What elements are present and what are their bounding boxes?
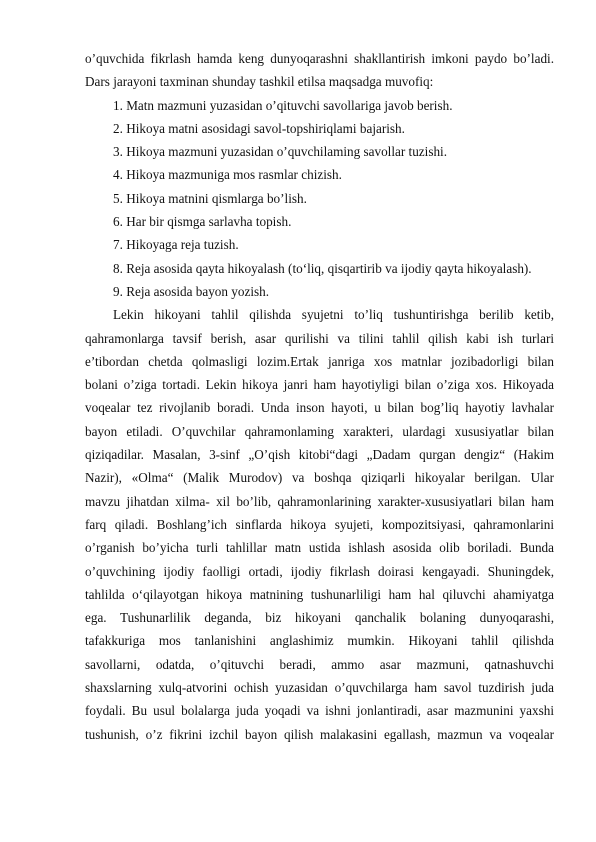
list-item: 7. Hikoyaga reja tuzish. <box>113 237 239 253</box>
paragraph-line: qahramonlarga tavsif berish, asar qurilishi va tilini tahlil qilish kabi ish turlari <box>85 330 554 346</box>
paragraph-line: bayon etiladi. O’quvchilar qahramonlaming xarakteri, ulardagi xususiyatlar bilan <box>85 423 554 439</box>
paragraph-line: ega. Tushunarlilik deganda, biz hikoyani qanchalik bolaning dunyoqarashi, <box>85 610 554 626</box>
paragraph-line: tafakkuriga mos tanlanishini anglashimiz mumkin. Hikoyani tahlil qilishda <box>85 633 554 649</box>
text-line: o’quvchida fikrlash hamda keng dunyoqarashni shakllantirish imkoni paydo bo’ladi. <box>85 51 554 66</box>
paragraph-line: tahlilda o‘qilayotgan hikoya matnining tushunarliligi ham hal qiluvchi ahamiyatga <box>85 586 554 602</box>
list-item: 9. Reja asosida bayon yozish. <box>113 283 270 299</box>
paragraph-line: savollarni, odatda, o’qituvchi beradi, ammo asar mazmuni, qatnashuvchi <box>85 656 554 672</box>
list-item: 5. Hikoya matnini qismlarga bo’lish. <box>113 190 307 206</box>
paragraph-line: e’tibordan chetda qolmasligi lozim.Ertak janriga xos matnlar jozibadorligi bilan <box>85 353 554 369</box>
paragraph-line: mavzu jihatdan xilma- xil bo’lib, qahramonlarining xarakter-xususiyatlari bilan ham <box>85 493 554 509</box>
paragraph-line: o’rganish bo’yicha turli tahlillar matn ustida ishlash asosida olib boriladi. Bunda <box>85 540 554 556</box>
document-body <box>85 47 554 746</box>
paragraph-line: Nazir), «Olma“ (Malik Murodov) va boshqa qiziqarli hikoyalar berilgan. Ular <box>85 470 554 486</box>
paragraph-line: qiziqadilar. Masalan, 3-sinf „O’qish kitobi“dagi „Dadam qurgan dengiz“ (Hakim <box>85 447 554 463</box>
text-line: Dars jarayoni taxminan shunday tashkil etilsa maqsadga muvofiq: <box>85 74 434 90</box>
list-item: 2. Hikoya matni asosidagi savol-topshiriqlami bajarish. <box>113 120 405 136</box>
paragraph-line: o’quvchining ijodiy faolligi ortadi, ijodiy fikrlash doirasi kengayadi. Shuningdek, <box>85 563 554 579</box>
paragraph-line: Lekin hikoyani tahlil qilishda syujetni to’liq tushuntirishga berilib ketib, <box>113 307 554 323</box>
list-item: 1. Matn mazmuni yuzasidan o’qituvchi savollariga javob berish. <box>113 97 453 113</box>
paragraph-line: shaxslarning xulq-atvorini ochish yuzasidan o’quvchilarga ham savol tuzdirish juda <box>85 680 554 696</box>
paragraph-line: tushunish, o’z fikrini izchil bayon qilish malakasini egallash, mazmun va voqealar <box>85 726 554 742</box>
list-item: 8. Reja asosida qayta hikoyalash (to‘liq, qisqartirib va ijodiy qayta hikoyalash). <box>113 260 532 276</box>
list-item: 6. Har bir qismga sarlavha topish. <box>113 214 292 230</box>
paragraph-line: voqealar tez rivojlanib boradi. Unda inson hayoti, u bilan bog’liq hayotiy lavhalar <box>85 400 554 416</box>
paragraph-line: bolani o’ziga tortadi. Lekin hikoya janri ham hayotiyligi bilan o’ziga xos. Hikoyada <box>85 377 554 393</box>
list-item: 4. Hikoya mazmuniga mos rasmlar chizish. <box>113 167 342 183</box>
paragraph-line: farq qiladi. Boshlang’ich sinflarda hikoya syujeti, kompozitsiyasi, qahramonlarini <box>85 516 554 532</box>
paragraph-line: foydali. Bu usul bolalarga juda yoqadi va ishni jonlantiradi, asar mazmunini yaxshi <box>85 703 554 719</box>
list-item: 3. Hikoya mazmuni yuzasidan o’quvchilaming savollar tuzishi. <box>113 144 448 160</box>
